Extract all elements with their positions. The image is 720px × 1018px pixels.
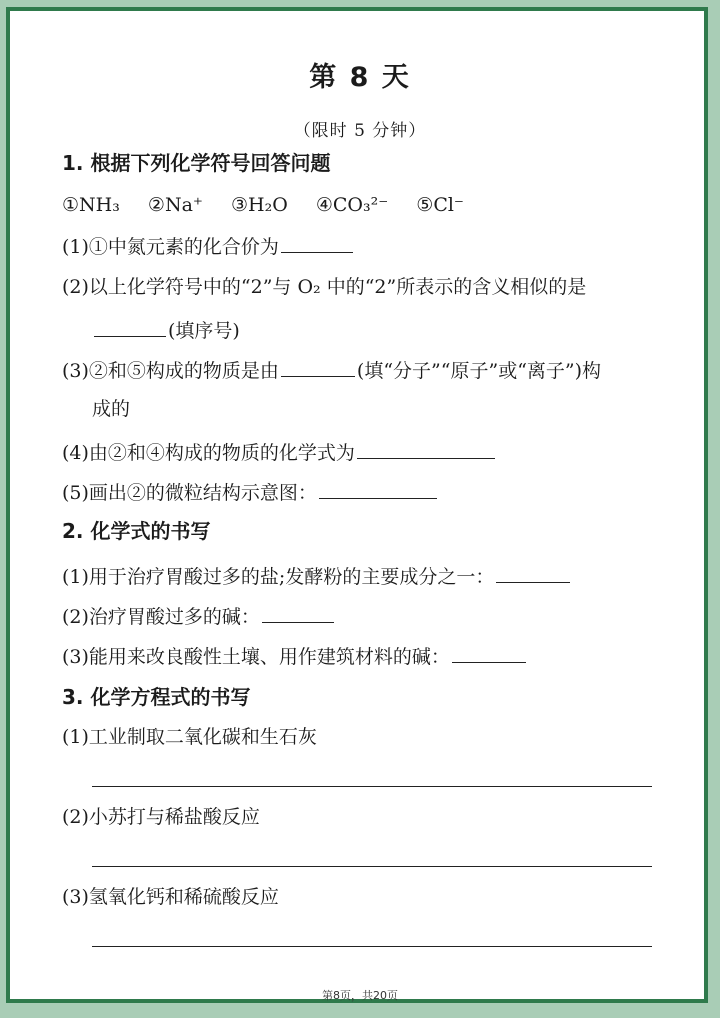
answer-line[interactable] <box>92 786 652 787</box>
s1-q3-text: (3)②和⑤构成的物质是由 <box>62 360 279 382</box>
s2-question-1 <box>62 562 572 590</box>
s1-question-4 <box>62 438 497 466</box>
answer-blank[interactable] <box>496 562 570 583</box>
answer-blank[interactable] <box>281 356 355 377</box>
s2-question-3 <box>62 642 528 670</box>
page-number: 第8页，共20页 <box>322 989 398 1002</box>
symbol-5: ⑤Cl⁻ <box>416 194 464 216</box>
answer-line[interactable] <box>92 866 652 867</box>
answer-blank[interactable] <box>319 478 437 499</box>
symbol-list <box>62 192 486 218</box>
symbol-3: ③H₂O <box>230 194 288 216</box>
symbol-2: ②Na⁺ <box>147 194 203 216</box>
s1-q3-hint: (填“分子”“原子”或“离子”)构 <box>356 360 602 382</box>
s1-question-1 <box>62 232 355 260</box>
answer-blank[interactable] <box>452 642 526 663</box>
s2-q1-text: (1)用于治疗胃酸过多的盐;发酵粉的主要成分之一： <box>62 566 495 588</box>
section3-heading: 3. 化学方程式的书写 <box>62 685 251 709</box>
s1-q1-text: (1)①中氮元素的化合价为 <box>62 236 279 258</box>
s1-question-3-cont: 成的 <box>92 398 131 420</box>
s3-question-1: (1)工业制取二氧化碳和生石灰 <box>62 726 317 748</box>
s2-q3-text: (3)能用来改良酸性土壤、用作建筑材料的碱： <box>62 646 450 668</box>
symbol-1: ①NH₃ <box>62 194 120 216</box>
s1-q2-hint: (填序号) <box>168 320 240 342</box>
answer-blank[interactable] <box>94 316 166 337</box>
answer-blank[interactable] <box>281 232 353 253</box>
section1-heading: 1. 根据下列化学符号回答问题 <box>62 151 331 175</box>
answer-blank[interactable] <box>262 602 334 623</box>
answer-line[interactable] <box>92 946 652 947</box>
time-limit: （限时 5 分钟） <box>293 121 427 141</box>
s1-question-2: (2)以上化学符号中的“2”与 O₂ 中的“2”所表示的含义相似的是 <box>62 276 587 298</box>
answer-blank[interactable] <box>357 438 495 459</box>
s2-question-2 <box>62 602 336 630</box>
section2-heading: 2. 化学式的书写 <box>62 519 211 543</box>
s1-q5-text: (5)画出②的微粒结构示意图： <box>62 482 317 504</box>
page-title: 第 8 天 <box>309 62 411 93</box>
s1-q4-text: (4)由②和④构成的物质的化学式为 <box>62 442 355 464</box>
s1-question-5 <box>62 478 439 506</box>
s1-question-2-cont <box>92 316 240 344</box>
symbol-4: ④CO₃²⁻ <box>315 194 389 216</box>
s1-question-3 <box>62 356 601 384</box>
s3-question-2: (2)小苏打与稀盐酸反应 <box>62 806 260 828</box>
s2-q2-text: (2)治疗胃酸过多的碱： <box>62 606 260 628</box>
s3-question-3: (3)氢氧化钙和稀硫酸反应 <box>62 886 279 908</box>
